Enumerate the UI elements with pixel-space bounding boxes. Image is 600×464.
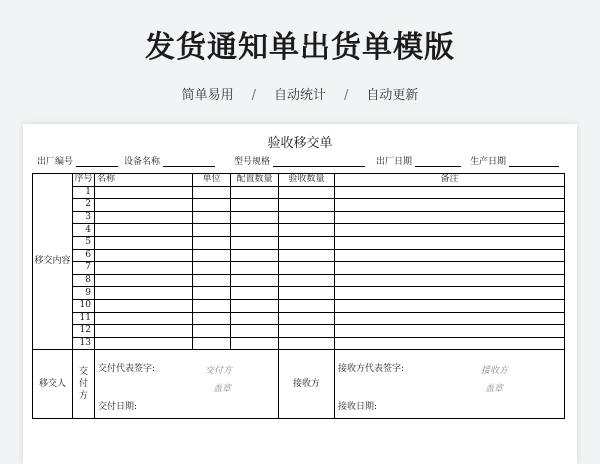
- row-accept-qty-cell: [279, 211, 335, 224]
- row-unit-cell: [193, 199, 231, 212]
- row-accept-qty-cell: [279, 224, 335, 237]
- deliverer-vertical-text: 交 付 方: [78, 367, 88, 402]
- row-index: 6: [73, 249, 95, 262]
- document-title: 验收移交单: [267, 136, 333, 151]
- meta-factory-date: [376, 154, 461, 167]
- row-accept-qty-cell: [279, 325, 335, 338]
- row-config-qty-cell: [231, 236, 279, 249]
- meta-blank-line: [415, 158, 461, 167]
- row-config-qty-cell: [231, 211, 279, 224]
- meta-blank-line: [509, 158, 559, 167]
- row-unit-cell: [193, 325, 231, 338]
- receiver-rep-sign: 接收方代表签字:: [338, 364, 405, 375]
- row-name-cell: [95, 262, 193, 275]
- table-row: [33, 312, 565, 325]
- separator: /: [344, 88, 349, 103]
- row-index: 5: [73, 236, 95, 249]
- table-header-row: [33, 174, 565, 187]
- meta-device-name-label: 设备名称: [124, 157, 161, 167]
- row-unit-cell: [193, 236, 231, 249]
- table-row: [33, 287, 565, 300]
- row-unit-cell: [193, 287, 231, 300]
- row-unit-cell: [193, 262, 231, 275]
- row-index: 1: [73, 186, 95, 199]
- row-name-cell: [95, 186, 193, 199]
- row-remarks-cell: [335, 274, 565, 287]
- meta-blank-line: [163, 158, 215, 167]
- col-header-accept-qty: 验收数量: [279, 174, 335, 187]
- deliverer-sign-area: [95, 350, 279, 419]
- table-row: [33, 299, 565, 312]
- row-remarks-cell: [335, 325, 565, 338]
- receiver-label: 接收方: [279, 350, 335, 419]
- row-name-cell: [95, 236, 193, 249]
- row-accept-qty-cell: [279, 186, 335, 199]
- handover-person-label: 移交人: [33, 350, 73, 419]
- row-accept-qty-cell: [279, 299, 335, 312]
- row-config-qty-cell: [231, 287, 279, 300]
- row-remarks-cell: [335, 224, 565, 237]
- row-index: 12: [73, 325, 95, 338]
- row-remarks-cell: [335, 299, 565, 312]
- row-accept-qty-cell: [279, 262, 335, 275]
- row-index: 13: [73, 337, 95, 350]
- row-config-qty-cell: [231, 299, 279, 312]
- row-unit-cell: [193, 299, 231, 312]
- table-body: [33, 174, 565, 350]
- row-remarks-cell: [335, 211, 565, 224]
- table-row: [33, 337, 565, 350]
- row-name-cell: [95, 337, 193, 350]
- meta-blank-line: [76, 158, 118, 167]
- handover-table: [32, 173, 565, 419]
- row-config-qty-cell: [231, 312, 279, 325]
- row-accept-qty-cell: [279, 312, 335, 325]
- row-accept-qty-cell: [279, 274, 335, 287]
- receiver-stamp-placeholder: 盖章: [485, 384, 504, 395]
- feature-easy: 简单易用: [181, 88, 234, 103]
- col-header-unit: 单位: [193, 174, 231, 187]
- row-index: 3: [73, 211, 95, 224]
- col-header-name: 名称: [95, 174, 193, 187]
- row-accept-qty-cell: [279, 287, 335, 300]
- separator: /: [251, 88, 256, 103]
- row-remarks-cell: [335, 287, 565, 300]
- signature-row: [33, 350, 565, 419]
- row-remarks-cell: [335, 249, 565, 262]
- meta-factory-no-label: 出厂编号: [37, 157, 74, 167]
- row-remarks-cell: [335, 199, 565, 212]
- row-name-cell: [95, 274, 193, 287]
- row-accept-qty-cell: [279, 337, 335, 350]
- meta-blank-line: [273, 158, 365, 167]
- row-accept-qty-cell: [279, 249, 335, 262]
- document-preview: [23, 124, 577, 464]
- table-row: [33, 274, 565, 287]
- row-remarks-cell: [335, 337, 565, 350]
- page-title: 发货通知单出货单模版: [145, 30, 455, 65]
- row-unit-cell: [193, 249, 231, 262]
- receiver-party-placeholder: 接收方: [481, 366, 509, 377]
- row-accept-qty-cell: [279, 199, 335, 212]
- table-row: [33, 186, 565, 199]
- table-row: [33, 211, 565, 224]
- row-index: 11: [73, 312, 95, 325]
- deliverer-label: [73, 350, 95, 419]
- meta-factory-date-label: 出厂日期: [376, 157, 413, 167]
- row-name-cell: [95, 211, 193, 224]
- row-config-qty-cell: [231, 274, 279, 287]
- row-index: 2: [73, 199, 95, 212]
- row-accept-qty-cell: [279, 236, 335, 249]
- row-name-cell: [95, 249, 193, 262]
- row-name-cell: [95, 299, 193, 312]
- row-unit-cell: [193, 186, 231, 199]
- deliverer-party-placeholder: 交付方: [205, 366, 233, 377]
- row-config-qty-cell: [231, 325, 279, 338]
- meta-factory-no: [37, 154, 118, 167]
- row-config-qty-cell: [231, 199, 279, 212]
- row-name-cell: [95, 224, 193, 237]
- feature-auto-update: 自动更新: [366, 88, 419, 103]
- col-header-config-qty: 配置数量: [231, 174, 279, 187]
- row-name-cell: [95, 199, 193, 212]
- meta-device-name: [124, 154, 215, 167]
- feature-auto-stats: 自动统计: [273, 88, 326, 103]
- section-label: 移交内容: [33, 174, 73, 350]
- table-row: [33, 224, 565, 237]
- row-unit-cell: [193, 211, 231, 224]
- meta-model-label: 型号规格: [234, 157, 271, 167]
- table-row: [33, 262, 565, 275]
- row-remarks-cell: [335, 236, 565, 249]
- meta-production-date-label: 生产日期: [470, 157, 507, 167]
- row-config-qty-cell: [231, 186, 279, 199]
- row-unit-cell: [193, 224, 231, 237]
- row-config-qty-cell: [231, 224, 279, 237]
- receiver-sign-area: [335, 350, 565, 419]
- row-config-qty-cell: [231, 262, 279, 275]
- row-name-cell: [95, 287, 193, 300]
- receiver-date: 接收日期:: [338, 402, 378, 413]
- row-unit-cell: [193, 274, 231, 287]
- col-header-remarks: 备注: [335, 174, 565, 187]
- deliverer-date: 交付日期:: [98, 402, 138, 413]
- meta-production-date: [470, 154, 559, 167]
- row-unit-cell: [193, 337, 231, 350]
- row-config-qty-cell: [231, 249, 279, 262]
- row-remarks-cell: [335, 262, 565, 275]
- signature-section: [33, 350, 565, 419]
- row-index: 9: [73, 287, 95, 300]
- row-config-qty-cell: [231, 337, 279, 350]
- table-row: [33, 199, 565, 212]
- feature-tagline: [0, 84, 600, 103]
- row-name-cell: [95, 325, 193, 338]
- deliverer-stamp-placeholder: 盖章: [213, 384, 232, 395]
- table-row: [33, 236, 565, 249]
- deliverer-rep-sign: 交付代表签字:: [98, 364, 156, 375]
- col-header-index: 序号: [74, 174, 93, 185]
- row-index: 8: [73, 274, 95, 287]
- table-row: [33, 325, 565, 338]
- row-index: 10: [73, 299, 95, 312]
- row-remarks-cell: [335, 186, 565, 199]
- row-name-cell: [95, 312, 193, 325]
- row-index: 7: [73, 262, 95, 275]
- row-remarks-cell: [335, 312, 565, 325]
- table-row: [33, 249, 565, 262]
- row-index: 4: [73, 224, 95, 237]
- row-unit-cell: [193, 312, 231, 325]
- meta-model: [234, 154, 365, 167]
